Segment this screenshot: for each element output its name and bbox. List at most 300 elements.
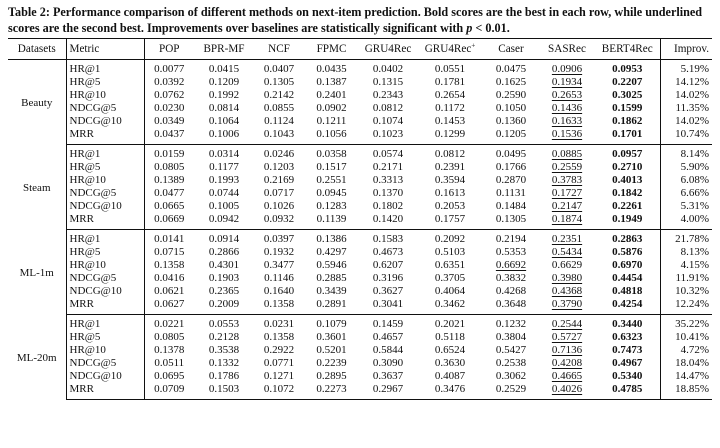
second-best-score: 0.4368 bbox=[551, 285, 583, 297]
score-value: 0.2538 bbox=[495, 357, 527, 369]
score-cell bbox=[417, 344, 483, 357]
score-cell bbox=[539, 357, 595, 370]
score-value: 0.1064 bbox=[208, 115, 240, 127]
best-score: 0.5340 bbox=[612, 370, 643, 382]
score-value: 0.1205 bbox=[495, 128, 527, 140]
score-value: 0.0814 bbox=[208, 102, 240, 114]
score-value: 0.2885 bbox=[316, 272, 347, 284]
score-value: 0.2870 bbox=[495, 174, 527, 186]
score-cell bbox=[483, 200, 539, 213]
score-value: 0.1389 bbox=[154, 174, 185, 186]
metric-cell: NDCG@10 bbox=[66, 115, 144, 128]
results-table bbox=[8, 38, 712, 400]
score-cell bbox=[359, 145, 417, 162]
score-cell bbox=[304, 370, 359, 383]
score-cell bbox=[144, 331, 194, 344]
score-value: 0.2169 bbox=[263, 174, 295, 186]
score-cell bbox=[539, 174, 595, 187]
score-value: 0.1074 bbox=[372, 115, 404, 127]
score-cell bbox=[359, 357, 417, 370]
table-row bbox=[8, 370, 712, 383]
score-value: 0.0495 bbox=[495, 148, 527, 160]
score-value: 0.0932 bbox=[263, 213, 295, 225]
metric-cell: NDCG@5 bbox=[66, 187, 144, 200]
score-value: 0.0627 bbox=[154, 298, 185, 310]
score-cell bbox=[417, 357, 483, 370]
score-value: 0.0914 bbox=[208, 233, 240, 245]
score-cell bbox=[194, 331, 254, 344]
score-cell bbox=[483, 383, 539, 400]
score-cell bbox=[595, 230, 660, 247]
score-cell bbox=[304, 89, 359, 102]
table-row bbox=[8, 128, 712, 145]
score-cell bbox=[254, 383, 304, 400]
score-value: 0.2922 bbox=[263, 344, 295, 356]
score-cell bbox=[539, 331, 595, 344]
score-value: 0.4087 bbox=[434, 370, 466, 382]
score-value: 0.2365 bbox=[208, 285, 240, 297]
score-value: 0.0159 bbox=[154, 148, 185, 160]
score-value: 0.3538 bbox=[208, 344, 240, 356]
best-score: 0.4967 bbox=[612, 357, 643, 369]
improvement-cell: 4.15% bbox=[660, 259, 712, 272]
second-best-score: 0.2653 bbox=[551, 89, 583, 101]
score-value: 0.0477 bbox=[154, 187, 185, 199]
header-gru4rec-plus-label: GRU4Rec bbox=[424, 43, 472, 55]
score-cell bbox=[254, 285, 304, 298]
improvement-cell: 18.85% bbox=[660, 383, 712, 400]
header-bert4rec: BERT4Rec bbox=[595, 39, 660, 60]
score-cell bbox=[359, 315, 417, 332]
table-row bbox=[8, 344, 712, 357]
score-cell bbox=[483, 128, 539, 145]
score-cell bbox=[144, 272, 194, 285]
score-cell bbox=[194, 298, 254, 315]
score-value: 0.1026 bbox=[263, 200, 295, 212]
score-value: 0.2590 bbox=[495, 89, 527, 101]
score-value: 0.0141 bbox=[154, 233, 185, 245]
header-pop: POP bbox=[144, 39, 194, 60]
score-cell bbox=[254, 357, 304, 370]
score-cell bbox=[595, 128, 660, 145]
score-value: 0.1332 bbox=[208, 357, 240, 369]
score-value: 0.1023 bbox=[372, 128, 404, 140]
score-value: 0.5946 bbox=[316, 259, 347, 271]
score-cell bbox=[483, 357, 539, 370]
header-caser: Caser bbox=[483, 39, 539, 60]
best-score: 0.0953 bbox=[612, 63, 643, 75]
score-value: 0.1781 bbox=[434, 76, 466, 88]
score-cell bbox=[254, 331, 304, 344]
improvement-cell: 14.12% bbox=[660, 76, 712, 89]
score-cell bbox=[194, 60, 254, 77]
score-cell bbox=[144, 230, 194, 247]
score-cell bbox=[595, 187, 660, 200]
metric-cell: HR@5 bbox=[66, 246, 144, 259]
score-cell bbox=[483, 187, 539, 200]
score-value: 0.2142 bbox=[263, 89, 295, 101]
score-value: 0.1459 bbox=[372, 318, 404, 330]
score-cell bbox=[417, 383, 483, 400]
table-header bbox=[8, 39, 712, 60]
score-cell bbox=[595, 102, 660, 115]
score-value: 0.1203 bbox=[263, 161, 295, 173]
score-value: 0.0717 bbox=[263, 187, 295, 199]
score-cell bbox=[194, 246, 254, 259]
score-value: 0.1305 bbox=[495, 213, 527, 225]
score-cell bbox=[194, 230, 254, 247]
score-value: 0.2343 bbox=[372, 89, 404, 101]
score-value: 0.2654 bbox=[434, 89, 466, 101]
score-value: 0.1358 bbox=[154, 259, 185, 271]
score-cell bbox=[539, 383, 595, 400]
score-cell bbox=[304, 230, 359, 247]
table-row bbox=[8, 315, 712, 332]
score-cell bbox=[595, 145, 660, 162]
header-sasrec: SASRec bbox=[539, 39, 595, 60]
score-cell bbox=[417, 174, 483, 187]
score-value: 0.1360 bbox=[495, 115, 527, 127]
score-cell bbox=[417, 89, 483, 102]
score-cell bbox=[254, 259, 304, 272]
score-cell bbox=[483, 76, 539, 89]
score-value: 0.3041 bbox=[372, 298, 404, 310]
metric-cell: MRR bbox=[66, 128, 144, 145]
score-cell bbox=[417, 128, 483, 145]
best-score: 0.3025 bbox=[612, 89, 643, 101]
improvement-cell: 18.04% bbox=[660, 357, 712, 370]
second-best-score: 0.1727 bbox=[551, 187, 583, 199]
score-cell bbox=[194, 213, 254, 230]
metric-cell: MRR bbox=[66, 383, 144, 400]
score-value: 0.1271 bbox=[263, 370, 295, 382]
score-value: 0.0812 bbox=[434, 148, 466, 160]
score-cell bbox=[304, 383, 359, 400]
score-cell bbox=[304, 259, 359, 272]
table-caption bbox=[8, 4, 712, 36]
score-cell bbox=[304, 213, 359, 230]
score-value: 0.0221 bbox=[154, 318, 185, 330]
table-row bbox=[8, 383, 712, 400]
score-value: 0.4297 bbox=[316, 246, 347, 258]
score-cell bbox=[539, 246, 595, 259]
score-cell bbox=[144, 115, 194, 128]
second-best-score: 0.0906 bbox=[551, 63, 583, 75]
score-cell bbox=[304, 76, 359, 89]
score-value: 0.4268 bbox=[495, 285, 527, 297]
score-cell bbox=[194, 200, 254, 213]
score-cell bbox=[483, 213, 539, 230]
dataset-group bbox=[8, 315, 712, 400]
score-cell bbox=[417, 246, 483, 259]
score-cell bbox=[539, 259, 595, 272]
score-cell bbox=[254, 145, 304, 162]
score-cell bbox=[194, 102, 254, 115]
score-value: 0.0407 bbox=[263, 63, 295, 75]
score-value: 0.2401 bbox=[316, 89, 347, 101]
header-datasets: Datasets bbox=[8, 39, 66, 60]
score-cell bbox=[194, 145, 254, 162]
improvement-cell: 8.13% bbox=[660, 246, 712, 259]
score-value: 0.3477 bbox=[263, 259, 295, 271]
score-value: 0.2239 bbox=[316, 357, 347, 369]
improvement-cell: 10.41% bbox=[660, 331, 712, 344]
score-value: 0.3637 bbox=[372, 370, 404, 382]
score-value: 0.1177 bbox=[209, 161, 239, 173]
score-value: 0.1453 bbox=[434, 115, 466, 127]
score-cell bbox=[417, 145, 483, 162]
score-cell bbox=[304, 187, 359, 200]
score-value: 0.1932 bbox=[263, 246, 295, 258]
score-value: 0.3630 bbox=[434, 357, 466, 369]
best-score: 0.6323 bbox=[612, 331, 643, 343]
score-value: 0.5844 bbox=[372, 344, 404, 356]
metric-cell: HR@1 bbox=[66, 60, 144, 77]
score-value: 0.0437 bbox=[154, 128, 185, 140]
dataset-label: Steam bbox=[8, 145, 66, 230]
table-row bbox=[8, 89, 712, 102]
header-ncf: NCF bbox=[254, 39, 304, 60]
score-cell bbox=[595, 246, 660, 259]
score-cell bbox=[194, 89, 254, 102]
score-cell bbox=[539, 161, 595, 174]
table-row bbox=[8, 285, 712, 298]
score-cell bbox=[304, 200, 359, 213]
score-cell bbox=[595, 285, 660, 298]
score-cell bbox=[595, 161, 660, 174]
metric-cell: NDCG@5 bbox=[66, 357, 144, 370]
score-value: 0.0551 bbox=[434, 63, 466, 75]
score-value: 0.3196 bbox=[372, 272, 404, 284]
score-cell bbox=[417, 285, 483, 298]
score-value: 0.1056 bbox=[316, 128, 347, 140]
score-value: 0.1072 bbox=[263, 383, 295, 395]
score-cell bbox=[417, 187, 483, 200]
improvement-cell: 12.24% bbox=[660, 298, 712, 315]
score-cell bbox=[254, 161, 304, 174]
table-row bbox=[8, 174, 712, 187]
score-cell bbox=[144, 357, 194, 370]
score-cell bbox=[194, 174, 254, 187]
score-value: 0.1786 bbox=[208, 370, 240, 382]
second-best-score: 0.1436 bbox=[551, 102, 583, 114]
improvement-cell: 14.47% bbox=[660, 370, 712, 383]
score-value: 0.1358 bbox=[263, 298, 295, 310]
score-value: 0.1992 bbox=[208, 89, 240, 101]
score-value: 0.3804 bbox=[495, 331, 527, 343]
table-row bbox=[8, 272, 712, 285]
score-cell bbox=[595, 259, 660, 272]
score-cell bbox=[539, 230, 595, 247]
score-value: 0.1613 bbox=[434, 187, 466, 199]
second-best-score: 0.2351 bbox=[551, 233, 583, 245]
score-cell bbox=[194, 357, 254, 370]
score-cell bbox=[417, 331, 483, 344]
score-value: 0.0665 bbox=[154, 200, 185, 212]
score-value: 0.0475 bbox=[495, 63, 527, 75]
score-value: 0.0314 bbox=[208, 148, 240, 160]
caption-text: Performance comparison of different methods on next-item prediction. Bold scores are the best in each row, while underlined scores are the second best. Improvements over baselines are statistically significant with bbox=[8, 5, 703, 35]
score-cell bbox=[359, 213, 417, 230]
metric-cell: HR@10 bbox=[66, 259, 144, 272]
score-value: 0.1050 bbox=[495, 102, 527, 114]
score-value: 0.5353 bbox=[495, 246, 527, 258]
score-cell bbox=[359, 383, 417, 400]
caption-p-threshold: < 0.01. bbox=[475, 21, 510, 35]
score-cell bbox=[483, 89, 539, 102]
metric-cell: HR@10 bbox=[66, 89, 144, 102]
dataset-group bbox=[8, 230, 712, 315]
metric-cell: HR@1 bbox=[66, 145, 144, 162]
score-cell bbox=[539, 272, 595, 285]
second-best-score: 0.5434 bbox=[551, 246, 583, 258]
metric-cell: NDCG@5 bbox=[66, 272, 144, 285]
score-cell bbox=[483, 315, 539, 332]
score-cell bbox=[595, 357, 660, 370]
score-value: 0.0805 bbox=[154, 331, 185, 343]
score-cell bbox=[595, 115, 660, 128]
score-cell bbox=[304, 128, 359, 145]
score-cell bbox=[194, 128, 254, 145]
header-metric: Metric bbox=[66, 39, 144, 60]
score-cell bbox=[539, 213, 595, 230]
score-value: 0.0762 bbox=[154, 89, 185, 101]
score-value: 0.1139 bbox=[316, 213, 347, 225]
header-improv: Improv. bbox=[660, 39, 712, 60]
score-cell bbox=[359, 76, 417, 89]
improvement-cell: 11.91% bbox=[660, 272, 712, 285]
score-value: 0.1043 bbox=[263, 128, 295, 140]
dataset-label: ML-1m bbox=[8, 230, 66, 315]
score-value: 0.0715 bbox=[154, 246, 185, 258]
metric-cell: MRR bbox=[66, 213, 144, 230]
best-score: 0.4818 bbox=[612, 285, 643, 297]
score-cell bbox=[304, 344, 359, 357]
score-value: 0.0358 bbox=[316, 148, 347, 160]
metric-cell: HR@5 bbox=[66, 76, 144, 89]
score-cell bbox=[417, 213, 483, 230]
dataset-label: Beauty bbox=[8, 60, 66, 145]
second-best-score: 0.2147 bbox=[551, 200, 583, 212]
score-cell bbox=[595, 370, 660, 383]
score-value: 0.1079 bbox=[316, 318, 347, 330]
second-best-score: 0.0885 bbox=[551, 148, 583, 160]
score-cell bbox=[254, 272, 304, 285]
score-value: 0.1766 bbox=[495, 161, 527, 173]
second-best-score: 0.2544 bbox=[551, 318, 583, 330]
metric-cell: HR@1 bbox=[66, 230, 144, 247]
score-cell bbox=[254, 115, 304, 128]
metric-cell: NDCG@10 bbox=[66, 370, 144, 383]
table-row bbox=[8, 331, 712, 344]
score-value: 0.0812 bbox=[372, 102, 404, 114]
table-row bbox=[8, 145, 712, 162]
score-cell bbox=[539, 89, 595, 102]
score-cell bbox=[144, 89, 194, 102]
score-cell bbox=[417, 315, 483, 332]
score-value: 0.1484 bbox=[495, 200, 527, 212]
score-value: 0.0077 bbox=[154, 63, 185, 75]
improvement-cell: 21.78% bbox=[660, 230, 712, 247]
score-value: 0.2529 bbox=[495, 383, 527, 395]
best-score: 0.4785 bbox=[612, 383, 643, 395]
score-cell bbox=[359, 200, 417, 213]
improvement-cell: 14.02% bbox=[660, 115, 712, 128]
score-cell bbox=[304, 161, 359, 174]
score-value: 0.0709 bbox=[154, 383, 185, 395]
score-cell bbox=[144, 370, 194, 383]
table-row bbox=[8, 246, 712, 259]
improvement-cell: 10.32% bbox=[660, 285, 712, 298]
score-value: 0.3313 bbox=[372, 174, 404, 186]
score-cell bbox=[254, 230, 304, 247]
second-best-score: 0.3783 bbox=[551, 174, 583, 186]
improvement-cell: 35.22% bbox=[660, 315, 712, 332]
second-best-score: 0.4208 bbox=[551, 357, 583, 369]
score-cell bbox=[254, 315, 304, 332]
score-cell bbox=[144, 128, 194, 145]
table-row bbox=[8, 60, 712, 77]
score-cell bbox=[595, 298, 660, 315]
score-value: 0.1299 bbox=[434, 128, 466, 140]
score-cell bbox=[254, 213, 304, 230]
score-cell bbox=[483, 344, 539, 357]
score-cell bbox=[304, 298, 359, 315]
score-value: 0.3476 bbox=[434, 383, 466, 395]
score-value: 0.3462 bbox=[434, 298, 466, 310]
table-row bbox=[8, 357, 712, 370]
second-best-score: 0.1536 bbox=[551, 128, 583, 140]
score-cell bbox=[417, 102, 483, 115]
score-cell bbox=[254, 246, 304, 259]
score-cell bbox=[144, 102, 194, 115]
score-cell bbox=[539, 315, 595, 332]
score-cell bbox=[539, 60, 595, 77]
second-best-score: 0.4026 bbox=[551, 383, 583, 395]
score-cell bbox=[539, 76, 595, 89]
score-value: 0.6207 bbox=[372, 259, 404, 271]
score-value: 0.3627 bbox=[372, 285, 404, 297]
second-best-score: 0.1633 bbox=[551, 115, 583, 127]
score-cell bbox=[304, 357, 359, 370]
score-cell bbox=[483, 285, 539, 298]
score-cell bbox=[254, 89, 304, 102]
score-value: 0.3705 bbox=[434, 272, 466, 284]
score-value: 0.1378 bbox=[154, 344, 185, 356]
score-value: 0.2128 bbox=[208, 331, 240, 343]
header-fpmc: FPMC bbox=[304, 39, 359, 60]
score-cell bbox=[483, 60, 539, 77]
score-value: 0.0805 bbox=[154, 161, 185, 173]
score-value: 0.0392 bbox=[154, 76, 185, 88]
score-value: 0.1387 bbox=[316, 76, 347, 88]
score-cell bbox=[144, 60, 194, 77]
score-cell bbox=[359, 285, 417, 298]
score-value: 0.0349 bbox=[154, 115, 185, 127]
score-value: 0.2021 bbox=[434, 318, 466, 330]
score-value: 0.2009 bbox=[208, 298, 240, 310]
score-cell bbox=[539, 298, 595, 315]
score-cell bbox=[194, 115, 254, 128]
score-cell bbox=[144, 145, 194, 162]
score-cell bbox=[483, 115, 539, 128]
score-cell bbox=[595, 200, 660, 213]
score-value: 0.0855 bbox=[263, 102, 295, 114]
score-cell bbox=[417, 76, 483, 89]
score-cell bbox=[595, 315, 660, 332]
score-value: 0.5118 bbox=[435, 331, 465, 343]
score-value: 0.1211 bbox=[316, 115, 347, 127]
